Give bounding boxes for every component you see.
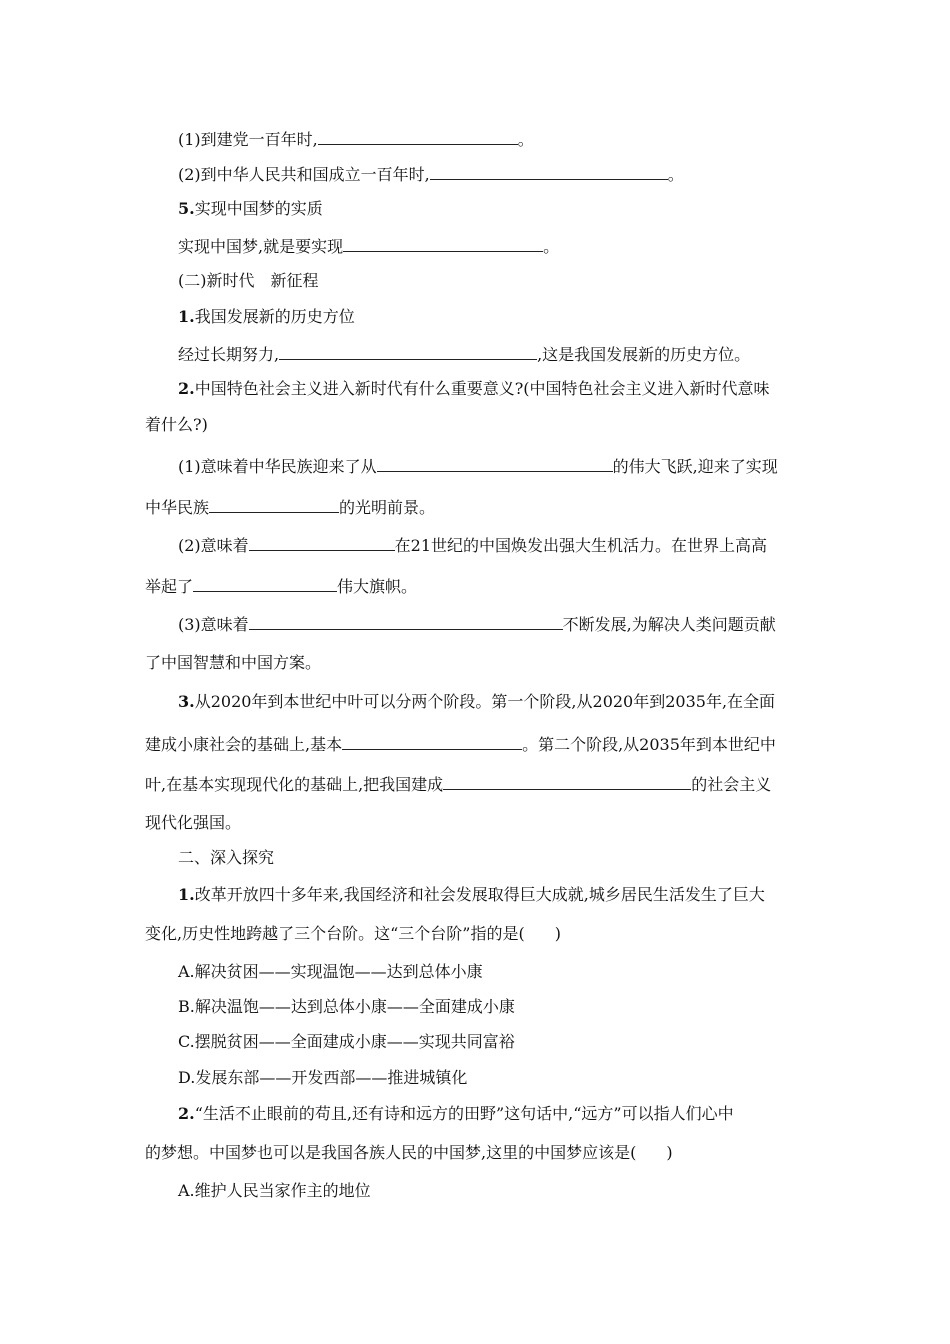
q2-s2 <box>178 533 767 557</box>
answer-blank[interactable] <box>249 533 395 551</box>
option-c[interactable]: C.摆脱贫困——全面建成小康——实现共同富裕 <box>178 1032 515 1051</box>
answer-blank[interactable] <box>377 454 613 472</box>
option-a[interactable]: A.解决贫困——实现温饱——达到总体小康 <box>178 962 483 981</box>
item-number: 2. <box>178 1104 195 1123</box>
item-number: 5. <box>178 199 195 218</box>
q3-line2-suffix: 。第二个阶段,从2035年到本世纪中 <box>522 735 776 754</box>
item-5-heading <box>178 198 323 220</box>
answer-blank[interactable] <box>209 495 339 513</box>
s1-mid: 的伟大飞跃,迎来了实现 <box>612 457 778 476</box>
item-heading: 我国发展新的历史方位 <box>194 307 355 326</box>
explore-q1-line2-prefix: 变化,历史性地跨越了三个台阶。这“三个台阶”指的是( <box>145 924 525 943</box>
q2-s1-line2 <box>145 495 435 519</box>
s3-prefix: (3)意味着 <box>178 615 249 634</box>
explore-title: 二、深入探究 <box>178 848 275 867</box>
q3-line3-suffix: 的社会主义 <box>691 775 772 794</box>
option-d[interactable]: D.发展东部——开发西部——推进城镇化 <box>178 1068 468 1087</box>
item-number: 3. <box>178 692 195 711</box>
item-number: 1. <box>178 307 195 326</box>
answer-blank[interactable] <box>343 234 543 252</box>
item-4-1-suffix: 。 <box>517 130 534 149</box>
q2-s3 <box>178 612 776 636</box>
section-title: (二)新时代 新征程 <box>178 271 319 290</box>
item-5-suffix: 。 <box>543 237 560 256</box>
answer-blank[interactable] <box>318 127 518 145</box>
item-4-2 <box>178 162 684 186</box>
q3-line4: 现代化强国。 <box>145 813 242 832</box>
item-5-text <box>178 234 559 258</box>
s2-prefix: (2)意味着 <box>178 536 249 555</box>
s2-line2-prefix: 举起了 <box>145 577 194 596</box>
explore-q2-line2-prefix: 的梦想。中国梦也可以是我国各族人民的中国梦,这里的中国梦应该是( <box>145 1143 637 1162</box>
item-number: 1. <box>178 885 195 904</box>
explore-q2-line1 <box>178 1103 734 1125</box>
option-a[interactable]: A.维护人民当家作主的地位 <box>178 1181 371 1200</box>
q1-suffix: ,这是我国发展新的历史方位。 <box>537 345 751 364</box>
answer-blank[interactable] <box>342 732 522 750</box>
item-5-prefix: 实现中国梦,就是要实现 <box>178 237 344 256</box>
answer-blank[interactable] <box>193 574 337 592</box>
answer-blank[interactable] <box>249 612 563 630</box>
explore-q1-line1 <box>178 884 765 906</box>
explore-q1-line2-suffix: ) <box>554 924 561 943</box>
q3-line3 <box>145 772 771 796</box>
explore-q1-line2 <box>145 923 561 945</box>
item-number: 2. <box>178 379 195 398</box>
q2-s2-line2 <box>145 574 417 598</box>
q2-s3-line2: 了中国智慧和中国方案。 <box>145 653 322 672</box>
explore-q2-line2 <box>145 1142 673 1164</box>
s1-line2-prefix: 中华民族 <box>145 498 210 517</box>
item-4-1-prefix: (1)到建党一百年时, <box>178 130 318 149</box>
q3-line2-prefix: 建成小康社会的基础上,基本 <box>145 735 343 754</box>
explore-q2-text: “生活不止眼前的苟且,还有诗和远方的田野”这句话中,“远方”可以指人们心中 <box>194 1104 734 1123</box>
option-b[interactable]: B.解决温饱——达到总体小康——全面建成小康 <box>178 997 515 1016</box>
q3-line1 <box>178 691 775 713</box>
answer-blank[interactable] <box>430 162 668 180</box>
q3-line2 <box>145 732 776 756</box>
answer-blank[interactable] <box>443 772 691 790</box>
s1-line2-suffix: 的光明前景。 <box>339 498 436 517</box>
q2-question: 中国特色社会主义进入新时代有什么重要意义?(中国特色社会主义进入新时代意味 <box>194 379 770 398</box>
q2-line2: 着什么?) <box>145 415 208 434</box>
s1-prefix: (1)意味着中华民族迎来了从 <box>178 457 377 476</box>
explore-q1-text: 改革开放四十多年来,我国经济和社会发展取得巨大成就,城乡居民生活发生了巨大 <box>194 885 765 904</box>
explore-q2-line2-suffix: ) <box>666 1143 673 1162</box>
q2-s1 <box>178 454 778 478</box>
s2-line2-suffix: 伟大旗帜。 <box>337 577 418 596</box>
s2-mid: 在21世纪的中国焕发出强大生机活力。在世界上高高 <box>394 536 768 555</box>
q2-line1 <box>178 378 770 400</box>
answer-blank[interactable] <box>279 342 537 360</box>
q3-text: 从2020年到本世纪中叶可以分两个阶段。第一个阶段,从2020年到2035年,在全面 <box>194 692 776 711</box>
item-heading: 实现中国梦的实质 <box>194 199 323 218</box>
s3-mid: 不断发展,为解决人类问题贡献 <box>562 615 776 634</box>
item-4-2-suffix: 。 <box>667 165 684 184</box>
item-4-2-prefix: (2)到中华人民共和国成立一百年时, <box>178 165 430 184</box>
q1-heading <box>178 306 355 328</box>
item-4-1 <box>178 127 534 151</box>
q1-prefix: 经过长期努力, <box>178 345 280 364</box>
q1-text <box>178 342 750 366</box>
q3-line3-prefix: 叶,在基本实现现代化的基础上,把我国建成 <box>145 775 444 794</box>
